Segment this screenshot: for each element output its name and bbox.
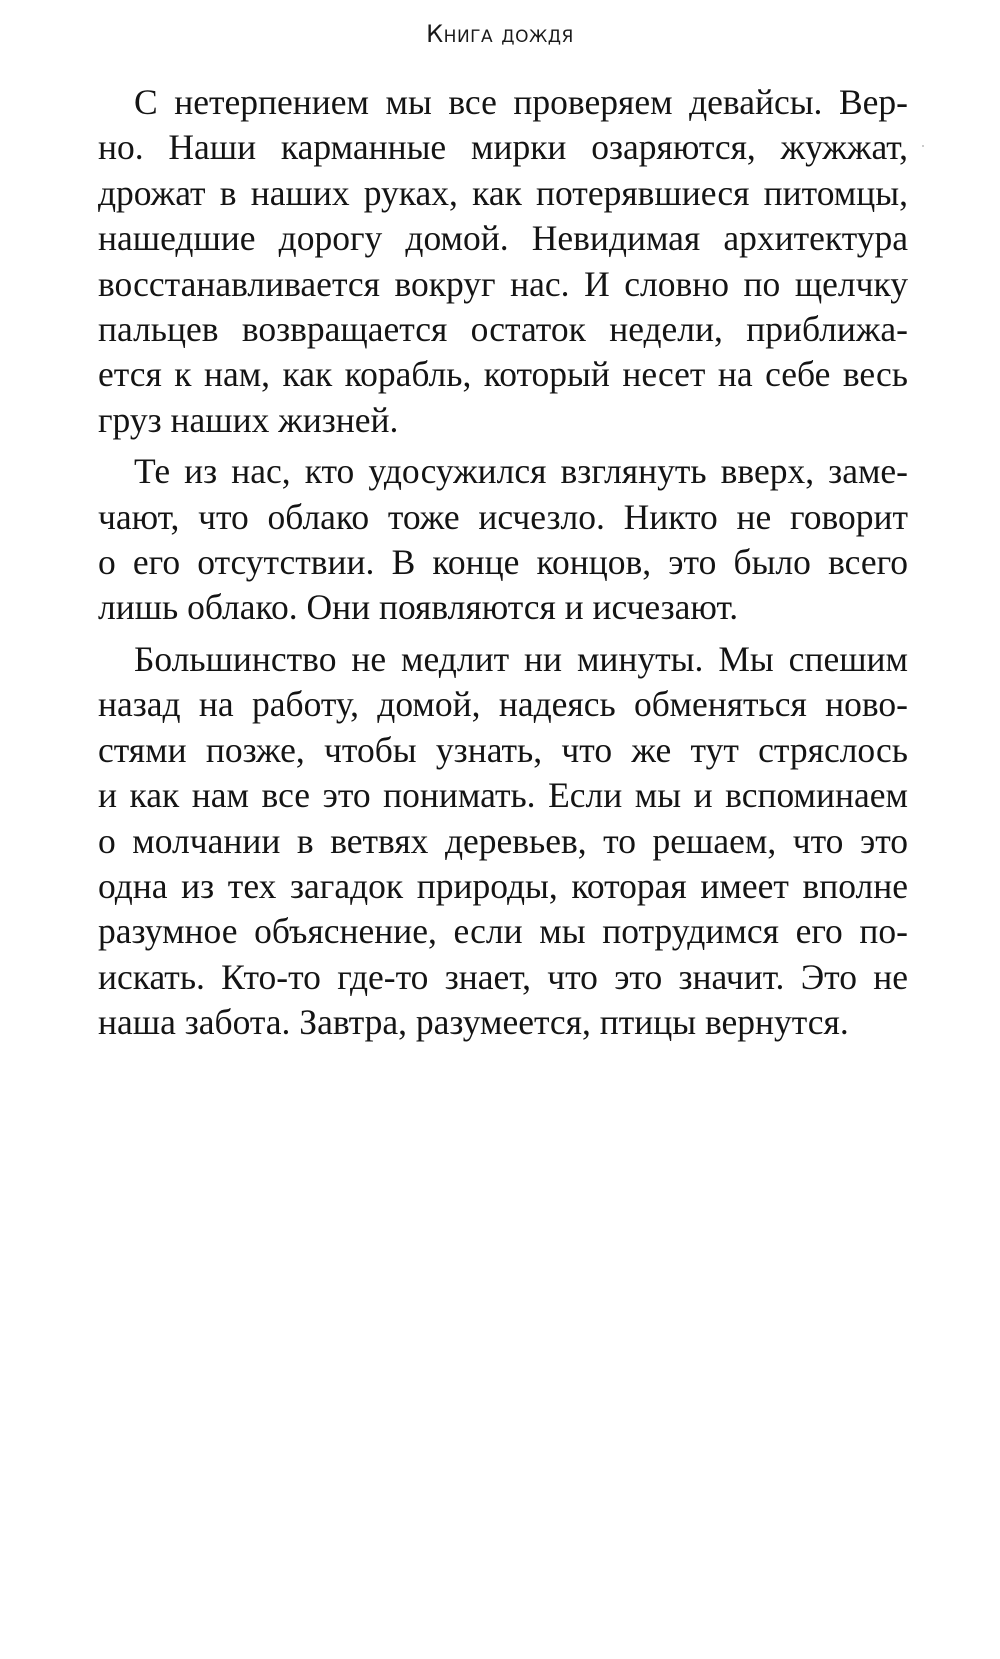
text-line: наша забота. Завтра, разумеется, птицы вернутся. <box>98 1002 849 1043</box>
text-line: восстанавливается вокруг нас. И словно по щелчку <box>98 263 908 304</box>
text-line: С нетерпением мы все проверяем девайсы. Вер- <box>134 82 908 122</box>
paragraph-2 <box>98 449 908 631</box>
paragraph-3 <box>98 637 908 1046</box>
text-line: пальцев возвращается остаток недели, приближа- <box>98 309 908 350</box>
text-line: о его отсутствии. В конце концов, это было всего <box>98 542 908 583</box>
text-line: но. Наши карманные мирки озаряются, жужжат, <box>98 127 908 168</box>
text-line: груз наших жизней. <box>98 399 399 440</box>
text-line: назад на работу, домой, надеясь обменяться ново- <box>98 684 908 725</box>
text-line: разумное объяснение, если мы потрудимся его по- <box>98 911 908 952</box>
text-line: нашедшие дорогу домой. Невидимая архитектура <box>98 218 908 259</box>
text-line: Большинство не медлит ни минуты. Мы спешим <box>134 638 908 679</box>
text-line: и как нам все это понимать. Если мы и вспоминаем <box>98 775 908 816</box>
scan-speck <box>922 145 924 147</box>
text-line: о молчании в ветвях деревьев, то решаем, что это <box>98 820 908 861</box>
text-line: лишь облако. Они появляются и исчезают. <box>98 587 739 628</box>
text-line: искать. Кто-то где-то знает, что это значит. Это не <box>98 956 908 997</box>
text-line: дрожат в наших руках, как потерявшиеся питомцы, <box>98 172 908 213</box>
text-line: чают, что облако тоже исчезло. Никто не говорит <box>98 496 908 537</box>
running-head: Книга дождя <box>426 20 574 48</box>
body-text <box>98 80 908 1052</box>
text-line: одна из тех загадок природы, которая имеет вполне <box>98 865 908 906</box>
text-line: ется к нам, как корабль, который несет на себе весь <box>98 354 908 395</box>
text-line: Те из нас, кто удосужился взглянуть вверх, заме- <box>134 451 908 492</box>
text-line: стями позже, чтобы узнать, что же тут стряслось <box>98 729 908 770</box>
paragraph-1 <box>98 80 908 443</box>
